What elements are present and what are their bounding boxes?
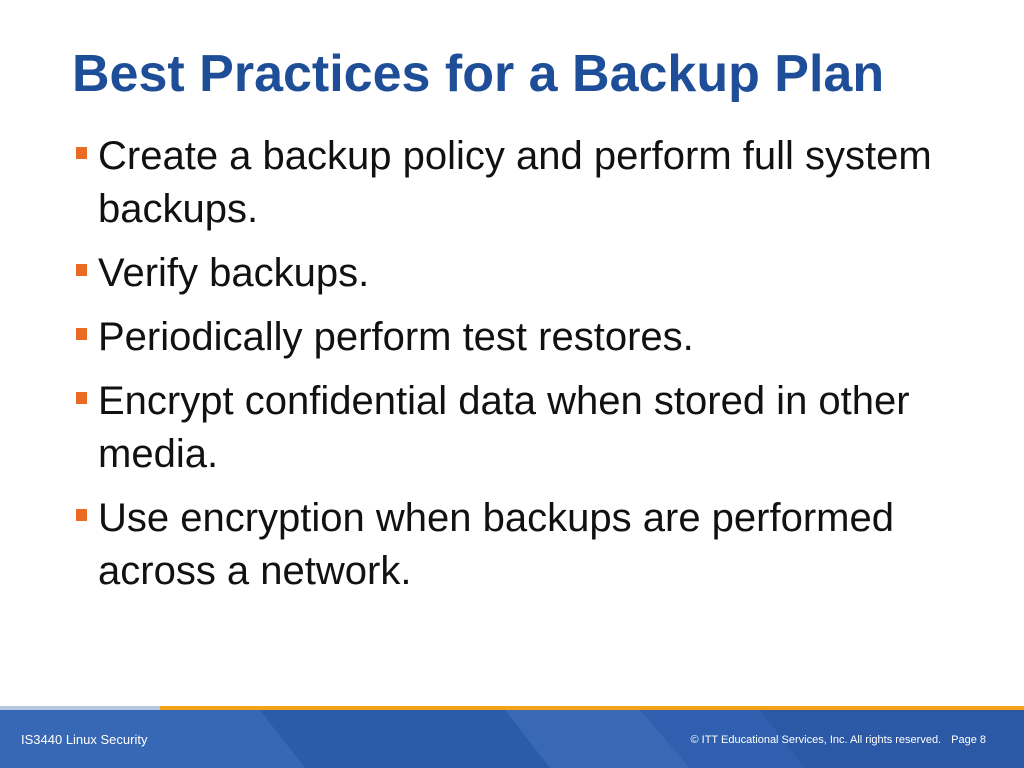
bullet-text: Create a backup policy and perform full system backups. <box>98 134 932 231</box>
bullet-text: Encrypt confidential data when stored in other media. <box>98 379 910 476</box>
copyright-notice: © ITT Educational Services, Inc. All rights reserved. <box>690 734 942 746</box>
bullet-item-4 <box>72 375 952 481</box>
bullet-item-2 <box>72 247 952 300</box>
square-bullet-icon <box>76 392 87 404</box>
bullet-text: Use encryption when backups are performed across a network. <box>98 496 894 593</box>
square-bullet-icon <box>76 147 87 159</box>
bullet-item-1 <box>72 130 952 236</box>
bullet-item-3 <box>72 311 952 364</box>
footer-right-text <box>691 732 987 748</box>
square-bullet-icon <box>76 509 87 521</box>
slide-title: Best Practices for a Backup Plan <box>72 45 885 103</box>
square-bullet-icon <box>76 264 87 276</box>
page-number: Page 8 <box>951 734 986 746</box>
square-bullet-icon <box>76 328 87 340</box>
bullet-text: Periodically perform test restores. <box>98 315 694 359</box>
bullet-item-5 <box>72 492 952 598</box>
bullet-text: Verify backups. <box>98 251 370 295</box>
footer-bar <box>0 710 1024 768</box>
course-title: IS3440 Linux Security <box>21 732 148 747</box>
bullet-list <box>72 130 952 609</box>
